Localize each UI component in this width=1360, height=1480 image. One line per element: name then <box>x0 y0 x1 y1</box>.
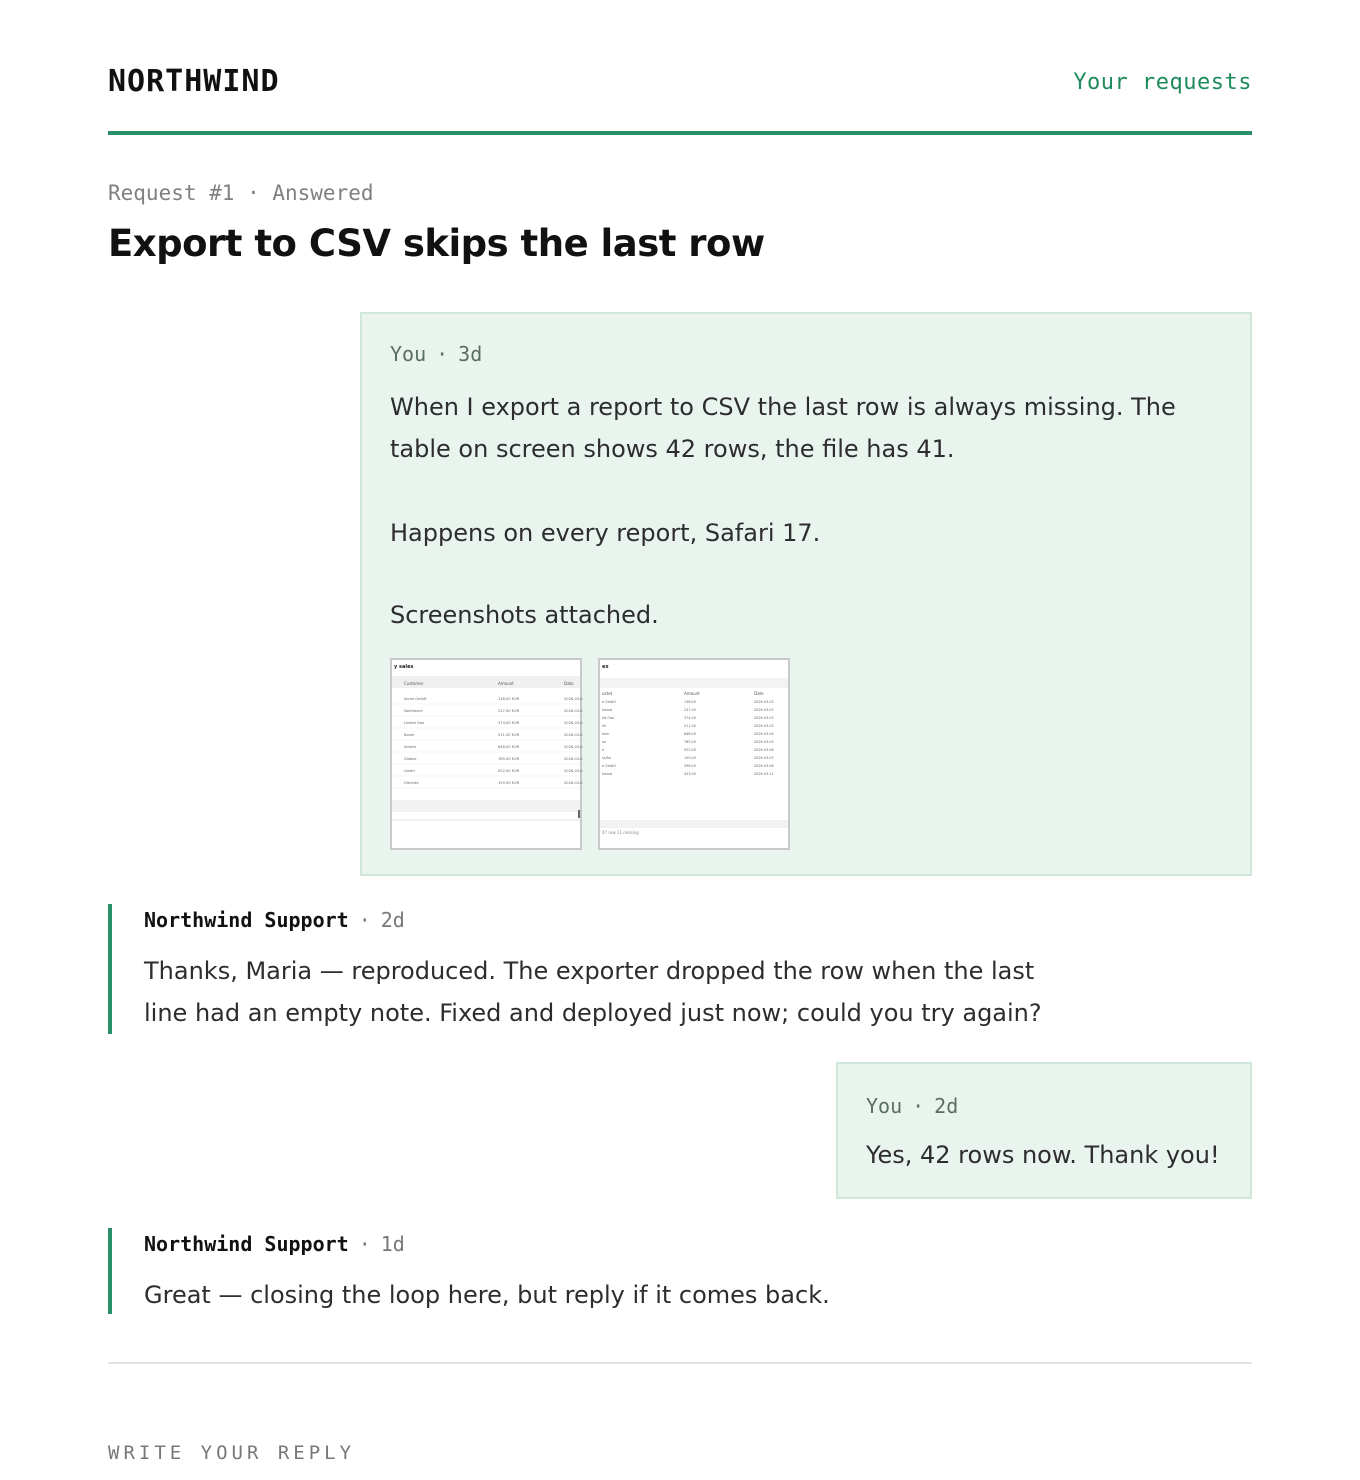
message-author: You <box>390 342 427 366</box>
message-time: 2d <box>380 908 405 932</box>
message-body: Great — closing the loop here, but reply if it comes back. <box>144 1281 830 1309</box>
thumb-cell: 433,00 <box>684 772 696 776</box>
thumb-cell: Linked Ooo <box>404 721 425 725</box>
thumb-cell: tech <box>602 732 610 736</box>
message-paragraph: Screenshots attached. <box>390 601 659 629</box>
message-time: 3d <box>458 342 483 366</box>
message-author: Northwind Support <box>144 1232 349 1256</box>
thumb-cell: ed Ooo <box>602 716 615 720</box>
thumb-caption: y sales <box>394 664 414 670</box>
thumb-cell: 2026-03-08 <box>754 764 774 768</box>
thumb-cell: Acme GmbH <box>404 697 427 701</box>
thumb-cell: 511,00 EUR <box>498 733 520 737</box>
thumb-column-header: Date <box>564 681 574 686</box>
thumb-cell: 2026-03-06 <box>754 748 774 752</box>
your-requests-link[interactable]: Your requests <box>1073 70 1252 95</box>
thumb-footer: 47 row 11 missing <box>602 830 639 835</box>
thumb-cell: 785,00 EUR <box>498 757 520 761</box>
attachment-thumbnail-2[interactable] <box>598 658 790 850</box>
message-header: You · 2d <box>866 1094 959 1118</box>
message-time: 1d <box>380 1232 405 1256</box>
thumb-cell: 2026-03-0 <box>564 745 583 749</box>
message-support <box>108 1228 940 1314</box>
thumb-cell: 2026-03-0 <box>564 757 583 761</box>
thumb-cell: hwind <box>602 708 613 712</box>
message-header: Northwind Support · 2d <box>144 908 405 932</box>
thumb-cell: Northwind <box>404 709 423 713</box>
thumb-cell: e GmbH <box>602 700 616 704</box>
message-header: You · 3d <box>390 342 483 366</box>
message-support <box>108 904 1100 1034</box>
screenshot-preview-2 <box>600 660 788 848</box>
thumb-cell: 2026-03-04 <box>754 732 774 736</box>
thumb-cell: 2026-03-0 <box>564 697 583 701</box>
thumb-cell: 138,00 EUR <box>498 697 520 701</box>
thumb-column-header: Amount <box>684 691 700 696</box>
thumb-cell: 138,00 <box>684 700 696 704</box>
message-paragraph: When I export a report to CSV the last row is always missing. The table on screen shows 42 rows, the file has 41. <box>390 393 1176 463</box>
thumb-cell: 511,00 <box>684 724 696 728</box>
header-divider <box>108 131 1252 135</box>
thumb-cell: Ultra/ite <box>404 781 419 785</box>
thumb-cell: 237,00 EUR <box>498 709 520 713</box>
thumb-cell: 374,00 EUR <box>498 721 520 725</box>
thumb-cell: 159,00 EUR <box>498 781 520 785</box>
site-header <box>108 60 1252 108</box>
message-header: Northwind Support · 1d <box>144 1232 405 1256</box>
thumb-cell: ra/ite <box>602 756 611 760</box>
message-author: Northwind Support <box>144 908 349 932</box>
thumb-cell: 785,00 <box>684 740 696 744</box>
thumb-cell: 648,00 EUR <box>498 745 520 749</box>
reply-section-label: WRITE YOUR REPLY <box>108 1442 356 1464</box>
message-time: 2d <box>934 1094 959 1118</box>
request-meta: Request #1 · Answered <box>108 181 374 205</box>
thumb-cell: 2026-03-02 <box>754 724 774 728</box>
attachment-thumbnail-1[interactable] <box>390 658 582 850</box>
screenshot-preview-1 <box>392 660 583 848</box>
thumb-cell: 374,00 <box>684 716 696 720</box>
thumb-cell: e GmbH <box>602 764 616 768</box>
thumb-cell: 2026-03-11 <box>754 772 774 776</box>
thumb-cell: ek <box>602 724 607 728</box>
thumb-cell: 2026-03-07 <box>754 756 774 760</box>
thumb-cell: hwind <box>602 772 613 776</box>
thumb-cell: rl <box>602 748 605 752</box>
message-user <box>836 1062 1252 1199</box>
thumb-cell: 2026-03-03 <box>754 716 774 720</box>
thumb-cell: 2026-03-0 <box>564 733 583 737</box>
thumb-cell: 296,00 <box>684 764 696 768</box>
thumb-cell: 237,00 <box>684 708 696 712</box>
message-author: You <box>866 1094 903 1118</box>
thumb-cell: 922,00 EUR <box>498 769 520 773</box>
message-user <box>360 312 1252 876</box>
thumb-cell: 159,00 <box>684 756 696 760</box>
thumb-cell: ex <box>602 740 607 744</box>
thumb-cell: 2026-03-01 <box>754 708 774 712</box>
thumb-cell: 648,00 <box>684 732 696 736</box>
thumb-cell: 2026-03-0 <box>564 781 583 785</box>
brand-logo[interactable]: NORTHWIND <box>108 64 280 99</box>
thumb-cell: 922,00 <box>684 748 696 752</box>
thumb-cell: Borek <box>404 733 415 737</box>
thumb-column-header: Customer <box>404 681 424 686</box>
message-body: Thanks, Maria — reproduced. The exporter dropped the row when the last line had an empty note. Fixed and deployed just now; could you try again? <box>144 957 1042 1027</box>
message-paragraph: Happens on every report, Safari 17. <box>390 519 821 547</box>
thumb-cell: 2026-03-0 <box>564 721 583 725</box>
thumb-cell: 2026-03-0 <box>564 709 583 713</box>
thumb-cell: Umbrl <box>404 769 415 773</box>
message-body: Yes, 42 rows now. Thank you! <box>866 1141 1220 1169</box>
thumb-column-header: Date <box>754 691 764 696</box>
thumb-cell: 2026-03-05 <box>754 740 774 744</box>
thumb-column-header: ustet <box>602 691 613 696</box>
thumb-cell: Initech <box>404 745 417 749</box>
page-title: Export to CSV skips the last row <box>108 222 765 265</box>
thumb-caption: ex <box>602 664 609 670</box>
thumb-cell: 2026-03-02 <box>754 700 774 704</box>
thumb-cell: 2026-03-0 <box>564 769 583 773</box>
thumb-column-header: Amount <box>498 681 514 686</box>
reply-divider <box>108 1362 1252 1364</box>
thumb-cell: Globex <box>404 757 417 761</box>
